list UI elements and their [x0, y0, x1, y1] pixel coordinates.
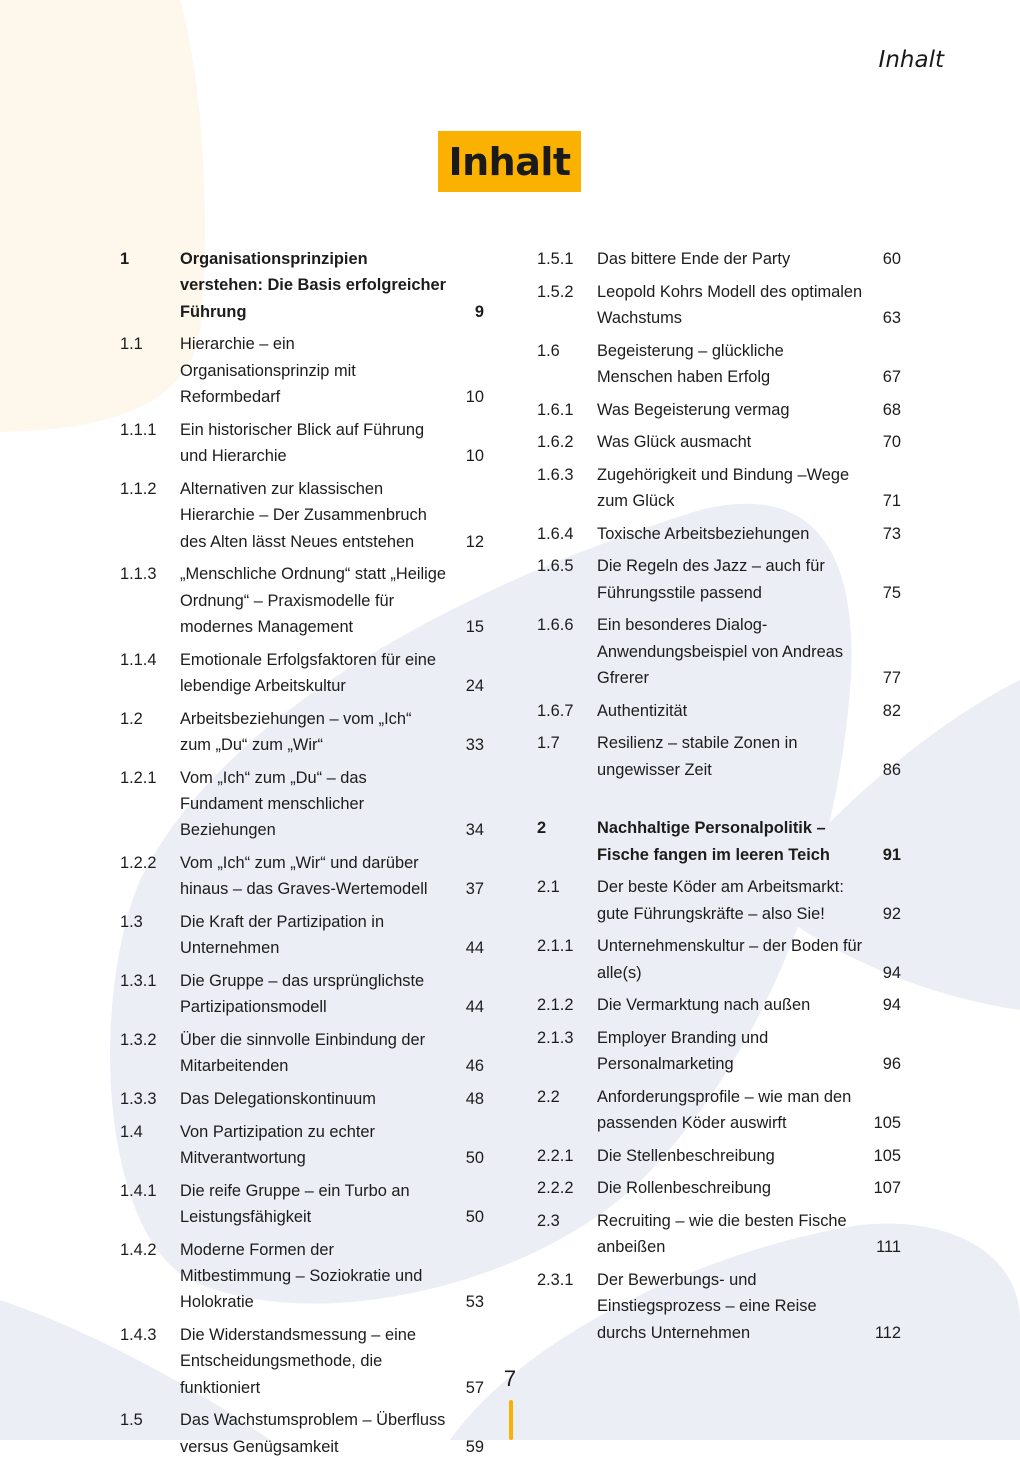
toc-entry-title: Unternehmenskultur – der Boden für alle(s) — [597, 937, 863, 982]
toc-entry-title: Die Gruppe – das ursprünglichste Partizipationsmodell — [180, 972, 425, 1017]
toc-entry-title: Der beste Köder am Arbeitsmarkt: gute Führungskräfte – also Sie! — [597, 878, 844, 923]
toc-entry[interactable] — [120, 1178, 484, 1231]
toc-entry-title: Das Wachstumsproblem – Überfluss versus Genügsamkeit — [180, 1411, 446, 1456]
toc-entry[interactable] — [537, 874, 901, 927]
toc-entry-title: Authentizität — [597, 701, 688, 720]
toc-entry-number: 1.6.2 — [537, 433, 574, 452]
toc-entry-number: 2.2.1 — [537, 1146, 574, 1165]
toc-entry[interactable] — [537, 1025, 901, 1078]
toc-entry[interactable] — [537, 279, 901, 332]
toc-entry-page: 9 — [474, 302, 484, 321]
toc-entry-number: 1.6.3 — [537, 465, 574, 484]
toc-entry-title: Vom „Ich“ zum „Du“ – das Fundament menschlicher Beziehungen — [180, 768, 367, 840]
toc-entry-number: 1.4.3 — [120, 1326, 157, 1345]
toc-entry-title: Der Bewerbungs- und Einstiegsprozess – eine Reise durchs Unternehmen — [597, 1270, 817, 1342]
toc-entry-page: 53 — [465, 1293, 484, 1312]
toc-entry-number: 2 — [537, 819, 547, 838]
page-number: 7 — [503, 1366, 517, 1391]
toc-entry-page: 63 — [882, 309, 901, 327]
toc-entry[interactable] — [120, 1237, 484, 1316]
toc-entry-number: 2.1 — [537, 878, 560, 897]
toc-entry-title: Die Vermarktung nach außen — [597, 996, 811, 1015]
toc-entry-page: 70 — [882, 433, 901, 452]
toc-entry-title: Begeisterung – glückliche Menschen haben Erfolg — [597, 341, 784, 386]
toc-entry-title: Ein historischer Blick auf Führung und Hierarchie — [180, 420, 425, 466]
toc-entry-page: 50 — [465, 1149, 484, 1168]
toc-entry-number: 2.2.2 — [537, 1179, 574, 1198]
toc-entry-title: Was Glück ausmacht — [597, 433, 752, 452]
toc-entry-page: 50 — [465, 1208, 484, 1227]
toc-entry-title: Vom „Ich“ zum „Wir“ und darüber hinaus – das Graves-Wertemodell — [180, 854, 428, 899]
toc-entry[interactable] — [537, 730, 901, 783]
toc-entry-title: Das Delegationskontinuum — [180, 1090, 376, 1109]
toc-entry[interactable] — [120, 765, 484, 844]
toc-entry[interactable] — [120, 476, 484, 555]
toc-entry-number: 1.6.7 — [537, 701, 574, 720]
toc-entry-title: Emotionale Erfolgsfaktoren für eine lebendige Arbeitskultur — [180, 650, 437, 696]
toc-entry[interactable] — [537, 462, 901, 515]
toc-entry-number: 1.4.2 — [120, 1240, 157, 1259]
toc-entry-number: 1.3.2 — [120, 1031, 157, 1050]
toc-entry-page: 112 — [874, 1323, 901, 1342]
toc-entry-number: 1.6.4 — [537, 524, 574, 543]
toc-column-right — [537, 246, 901, 1352]
toc-entry[interactable] — [537, 815, 901, 868]
toc-entry[interactable] — [537, 246, 901, 272]
toc-entry-number: 1.2.1 — [120, 768, 157, 787]
toc-entry-title: Über die sinnvolle Einbindung der Mitarbeitenden — [180, 1031, 426, 1076]
toc-entry[interactable] — [120, 417, 484, 470]
toc-entry[interactable] — [537, 992, 901, 1018]
toc-entry-number: 1.6.5 — [537, 557, 574, 576]
toc-entry-number: 2.1.2 — [537, 996, 574, 1015]
toc-entry-number: 1.1.2 — [120, 479, 157, 498]
toc-entry-page: 44 — [465, 939, 484, 958]
toc-entry[interactable] — [120, 850, 484, 903]
toc-entry-number: 1.7 — [537, 734, 560, 753]
toc-column-left — [120, 246, 484, 1466]
toc-entry-number: 1.6 — [537, 341, 560, 360]
toc-entry-number: 1.1.4 — [120, 650, 157, 669]
toc-entry-number: 1.3.1 — [120, 972, 157, 991]
toc-entry-title: Resilienz – stabile Zonen in ungewisser Zeit — [597, 734, 798, 779]
toc-entry-page: 44 — [465, 998, 484, 1017]
toc-entry[interactable] — [537, 429, 901, 455]
toc-entry-page: 46 — [465, 1057, 484, 1076]
toc-entry-page: 67 — [882, 368, 901, 386]
toc-entry-page: 94 — [882, 963, 901, 982]
toc-entry[interactable] — [537, 933, 901, 986]
toc-entry-title: Was Begeisterung vermag — [597, 400, 790, 419]
toc-entry[interactable] — [537, 397, 901, 423]
toc-entry-title: Organisationsprinzipien verstehen: Die Basis erfolgreicher Führung — [180, 250, 447, 321]
page-title-box — [438, 131, 581, 192]
toc-entry-page: 24 — [465, 677, 484, 696]
toc-entry-page: 105 — [873, 1146, 901, 1165]
toc-entry-page: 15 — [465, 618, 484, 637]
toc-entry[interactable] — [120, 706, 484, 759]
toc-entry-number: 1.5.1 — [537, 250, 574, 268]
toc-entry-number: 2.1.1 — [537, 937, 574, 956]
toc-entry-number: 1.1.3 — [120, 565, 157, 584]
toc-entry-title: Employer Branding und Personalmarketing — [597, 1028, 769, 1074]
toc-entry-page: 92 — [882, 904, 901, 923]
toc-entry-number: 1 — [120, 250, 130, 268]
toc-entry-page: 107 — [873, 1179, 901, 1198]
toc-entry-title: Anforderungsprofile – wie man den passenden Köder auswirft — [597, 1087, 852, 1133]
toc-entry[interactable] — [120, 1027, 484, 1080]
toc-entry-title: Die Kraft der Partizipation in Unternehmen — [180, 913, 385, 958]
toc-entry-number: 2.1.3 — [537, 1028, 574, 1047]
toc-entry-number: 1.4 — [120, 1122, 143, 1141]
toc-entry-title: Zugehörigkeit und Bindung –Wege zum Glück — [597, 465, 850, 511]
running-head: Inhalt — [878, 47, 944, 73]
toc-entry-title: Arbeitsbeziehungen – vom „Ich“ zum „Du“ zum „Wir“ — [180, 709, 412, 755]
toc-entry-number: 1.3 — [120, 913, 143, 932]
toc-entry[interactable] — [537, 521, 901, 547]
toc-entry-number: 1.3.3 — [120, 1090, 157, 1109]
toc-entry[interactable] — [120, 909, 484, 962]
toc-entry-number: 1.6.1 — [537, 400, 574, 419]
toc-entry-title: Moderne Formen der Mitbestimmung – Soziokratie und Holokratie — [180, 1240, 423, 1312]
page-title: Inhalt — [448, 139, 571, 184]
toc-entry[interactable] — [120, 1119, 484, 1172]
toc-entry[interactable] — [120, 561, 484, 640]
toc-entry-number: 2.3 — [537, 1211, 560, 1230]
toc-entry-page: 12 — [465, 532, 484, 551]
toc-entry-page: 73 — [882, 524, 901, 543]
toc-entry-number: 1.4.1 — [120, 1181, 157, 1200]
toc-entry-number: 1.5 — [120, 1411, 143, 1430]
toc-entry[interactable] — [537, 1143, 901, 1169]
toc-entry[interactable] — [120, 331, 484, 410]
toc-entry-page: 96 — [882, 1055, 901, 1074]
toc-entry[interactable] — [537, 612, 901, 691]
toc-entry[interactable] — [120, 1086, 484, 1112]
toc-entry-page: 10 — [465, 447, 484, 466]
toc-entry[interactable] — [537, 1175, 901, 1201]
toc-entry-title: Alternativen zur klassischen Hierarchie – Der Zusammenbruch des Alten lässt Neues entstehen — [180, 479, 427, 551]
toc-entry-number: 1.2.2 — [120, 854, 157, 873]
toc-entry-title: Das bittere Ende der Party — [597, 250, 791, 268]
toc-entry-page: 48 — [465, 1090, 484, 1109]
toc-entry-page: 82 — [882, 701, 901, 720]
toc-entry-page: 59 — [465, 1437, 484, 1456]
toc-entry[interactable] — [537, 1208, 901, 1261]
toc-entry-page: 111 — [876, 1238, 901, 1257]
toc-entry-page: 94 — [882, 996, 901, 1015]
toc-entry-page: 71 — [882, 492, 901, 511]
toc-entry[interactable] — [537, 1267, 901, 1346]
toc-entry-page: 34 — [465, 821, 484, 840]
toc-entry[interactable] — [120, 1407, 484, 1460]
toc-entry[interactable] — [120, 968, 484, 1021]
toc-entry-title: Ein besonderes Dialog-Anwendungsbeispiel von Andreas Gfrerer — [597, 616, 844, 688]
toc-entry-title: „Menschliche Ordnung“ statt „Heilige Ordnung“ – Praxismodelle für modernes Management — [180, 565, 447, 637]
toc-entry-page: 91 — [882, 845, 901, 864]
toc-entry[interactable] — [120, 647, 484, 700]
toc-entry-title: Die Regeln des Jazz – auch für Führungsstile passend — [597, 557, 825, 602]
toc-entry[interactable] — [537, 1084, 901, 1137]
toc-entry[interactable] — [537, 553, 901, 606]
toc-entry-page: 60 — [882, 250, 901, 268]
toc-entry-title: Von Partizipation zu echter Mitverantwortung — [180, 1122, 375, 1168]
toc-entry-page: 105 — [873, 1114, 901, 1133]
toc-entry-number: 1.5.2 — [537, 282, 574, 301]
toc-entry-title: Die reife Gruppe – ein Turbo an Leistungsfähigkeit — [180, 1181, 410, 1227]
toc-entry[interactable] — [537, 698, 901, 724]
toc-entry-title: Die Widerstandsmessung – eine Entscheidungsmethode, die funktioniert — [180, 1326, 416, 1397]
page-number-marker — [509, 1400, 513, 1440]
toc-entry-page: 33 — [465, 736, 484, 755]
toc-entry-title: Die Rollenbeschreibung — [597, 1179, 772, 1198]
toc-entry-page: 77 — [882, 669, 901, 688]
toc-entry-number: 1.1 — [120, 335, 143, 354]
toc-entry-page: 75 — [882, 583, 901, 602]
toc-entry-title: Recruiting – wie die besten Fische anbeißen — [597, 1211, 847, 1257]
toc-entry-number: 1.1.1 — [120, 420, 157, 439]
toc-entry-title: Nachhaltige Personalpolitik – Fische fangen im leeren Teich — [597, 819, 830, 864]
toc-entry-title: Toxische Arbeitsbeziehungen — [597, 524, 810, 543]
toc-entry-number: 1.6.6 — [537, 616, 574, 635]
toc-entry-page: 68 — [882, 400, 901, 419]
toc-entry-page: 86 — [882, 760, 901, 779]
toc-entry-number: 2.3.1 — [537, 1270, 574, 1289]
toc-entry-number: 2.2 — [537, 1087, 560, 1106]
toc-entry[interactable] — [120, 246, 484, 325]
toc-entry-page: 57 — [465, 1378, 484, 1397]
toc-entry-title: Die Stellenbeschreibung — [597, 1146, 775, 1165]
toc-entry[interactable] — [537, 338, 901, 391]
toc-entry-title: Hierarchie – ein Organisationsprinzip mit Reformbedarf — [180, 335, 356, 407]
toc-entry-title: Leopold Kohrs Modell des optimalen Wachstums — [597, 282, 863, 327]
toc-entry-page: 37 — [465, 880, 484, 899]
toc-entry-page: 10 — [465, 388, 484, 407]
toc-entry-number: 1.2 — [120, 709, 143, 728]
